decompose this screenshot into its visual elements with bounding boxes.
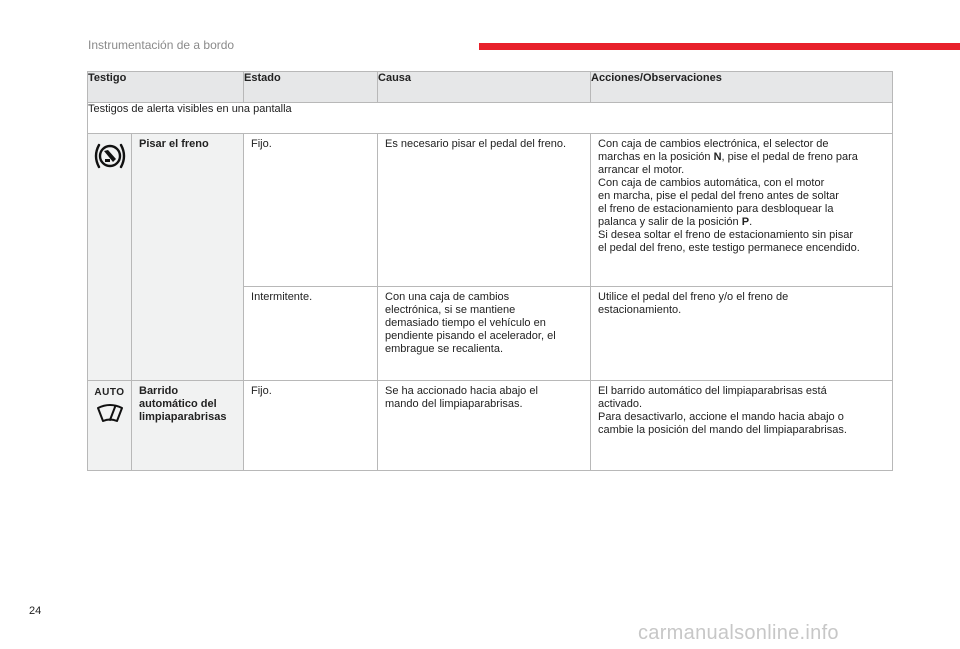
state-cell: Intermitente. <box>244 287 378 381</box>
brake-icon-cell <box>88 134 132 381</box>
cause-cell: Con una caja de cambios electrónica, si se mantiene demasiado tiempo el vehículo en pendiente pisando el acelerador, el embrague se recalienta. <box>378 287 591 381</box>
warning-name: Pisar el freno <box>132 134 244 381</box>
table-header-row <box>88 72 893 103</box>
cause-cell: Es necesario pisar el pedal del freno. <box>378 134 591 287</box>
table-row <box>88 134 893 287</box>
brake-pedal-warning-icon <box>93 142 127 170</box>
column-header-testigo: Testigo <box>88 72 244 103</box>
section-accent-bar <box>479 43 960 50</box>
section-title: Instrumentación de a bordo <box>88 38 235 52</box>
table-row <box>88 381 893 471</box>
actions-cell: Utilice el pedal del freno y/o el freno de estacionamiento. <box>591 287 893 381</box>
column-header-causa: Causa <box>378 72 591 103</box>
column-header-estado: Estado <box>244 72 378 103</box>
wiper-icon-cell <box>88 381 132 471</box>
cause-cell: Se ha accionado hacia abajo el mando del limpiaparabrisas. <box>378 381 591 471</box>
auto-wiper-icon <box>95 403 125 425</box>
auto-label: AUTO <box>94 387 125 398</box>
actions-cell: El barrido automático del limpiaparabrisas está activado. Para desactivarlo, accione el mando hacia abajo o cambie la posición del mando del limpiaparabrisas. <box>591 381 893 471</box>
warning-lights-table <box>87 71 893 471</box>
page-number: 24 <box>29 605 42 617</box>
watermark: carmanualsonline.info <box>638 622 839 644</box>
actions-cell: Con caja de cambios electrónica, el selector de marchas en la posición N, pise el pedal de freno para arrancar el motor. Con caja de cambios automática, con el motor en marcha, pise el pedal del freno antes de soltar el freno de estacionamiento para desbloquear la palanca y salir de la posición P. Si desea soltar el freno de estacionamiento sin pisar el pedal del freno, este testigo permanece encendido. <box>591 134 893 287</box>
warning-name: Barrido automático del limpiaparabrisas <box>132 381 244 471</box>
column-header-acciones: Acciones/Observaciones <box>591 72 893 103</box>
state-cell: Fijo. <box>244 381 378 471</box>
state-cell: Fijo. <box>244 134 378 287</box>
subheader-text: Testigos de alerta visibles en una pantalla <box>88 103 893 134</box>
table-subheader-row <box>88 103 893 134</box>
